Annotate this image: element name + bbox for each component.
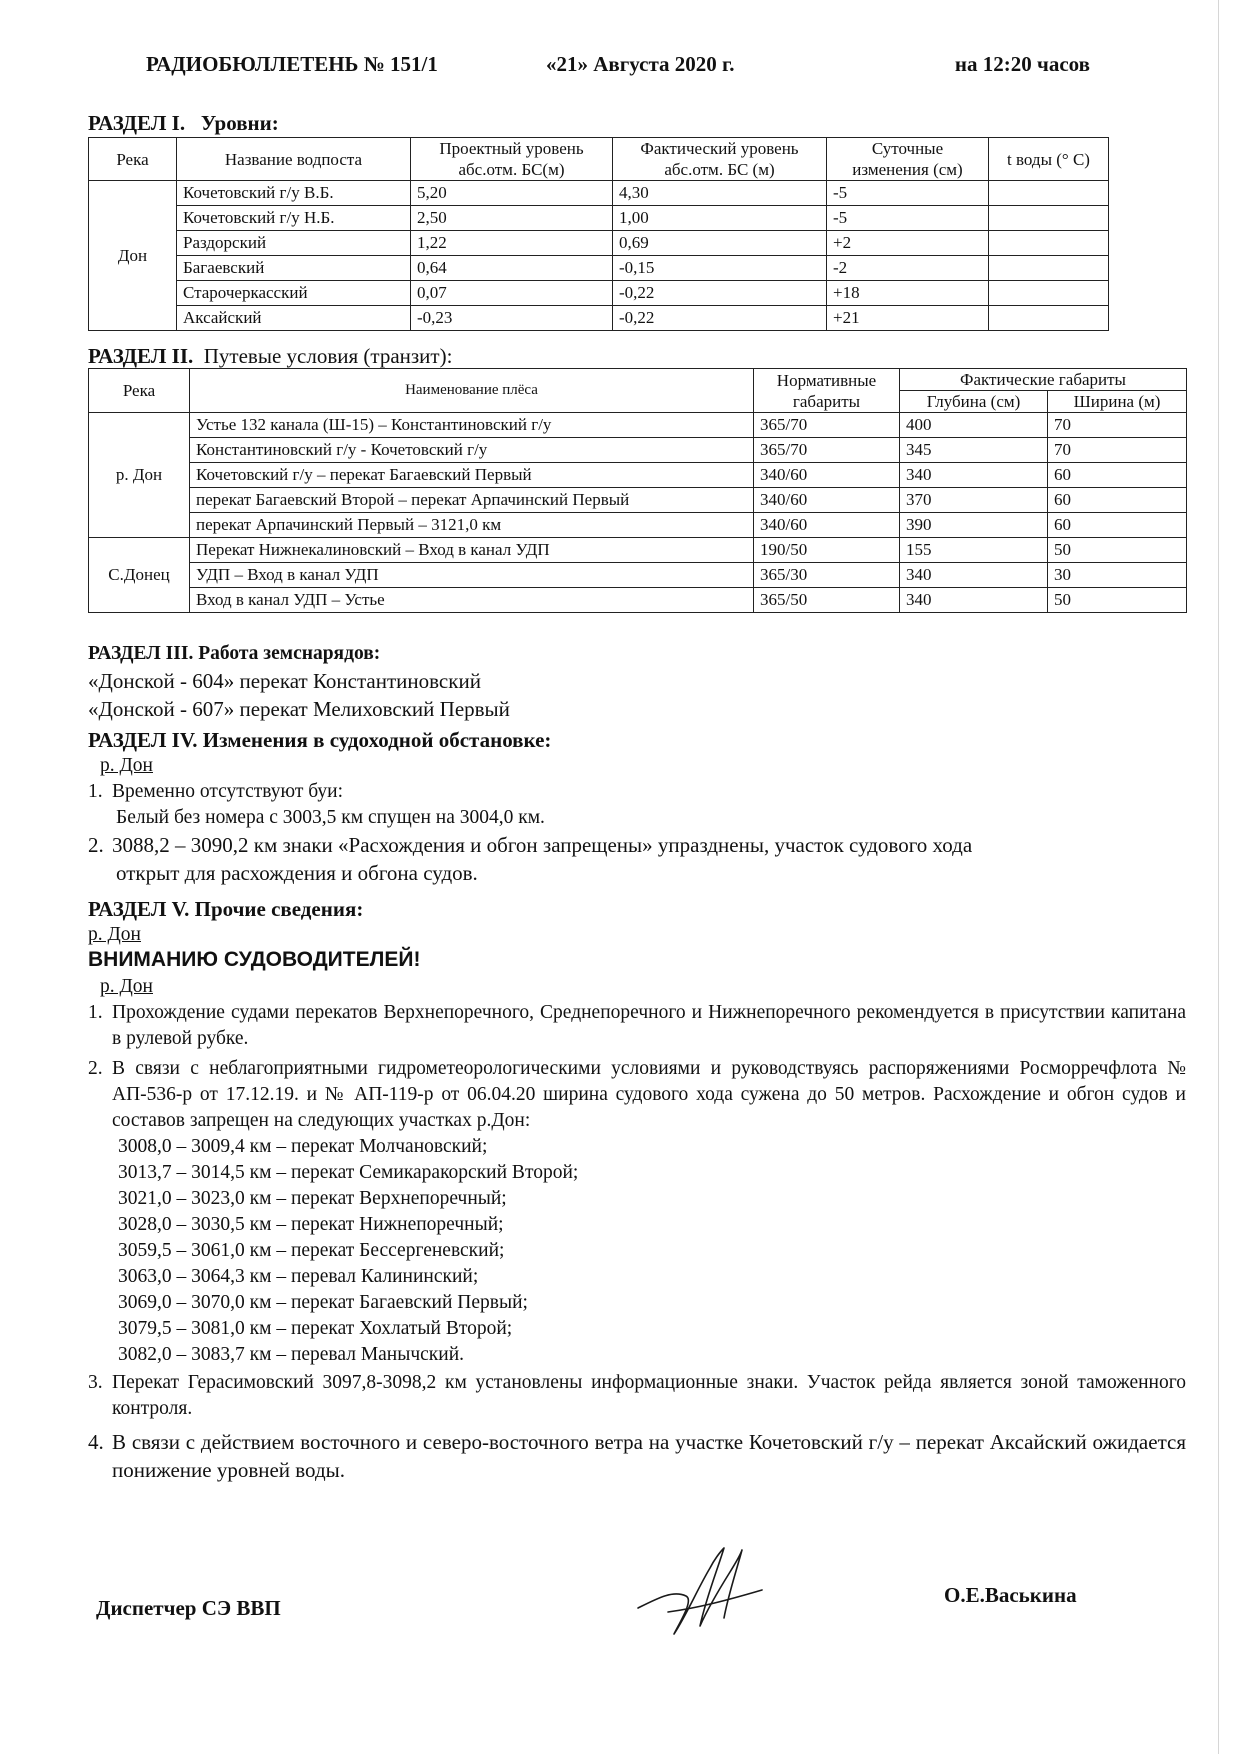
route-table (88, 368, 1187, 613)
attention-item-2-text: В связи с неблагоприятными гидрометеорологическими условиями и руководствуясь распоряжениями Росморречфлота № АП-536-р от 17.12.19. и № АП-119-р от 06.04.20 ширина судового хода сужена до 50 метров. Расхождение и обгон судов и составов запрещен на следующих участках р.Дон: (112, 1058, 1186, 1131)
route-width-cell: 30 (1048, 563, 1187, 588)
levels-header-row (89, 138, 1109, 181)
attention-item-4-text: В связи с действием восточного и северо-восточного ветра на участке Кочетовский г/у – перекат Аксайский ожидается понижение уровней воды. (112, 1430, 1186, 1482)
section1-heading: Уровни: (200, 111, 279, 135)
route-row (89, 563, 1187, 588)
section4-item-2 (88, 831, 1186, 859)
route-river-cell: р. Дон (89, 413, 190, 538)
restricted-segment: 3013,7 – 3014,5 км – перекат Семикаракорский Второй; (118, 1162, 579, 1183)
levels-post-cell: Багаевский (177, 256, 411, 281)
section5-river-wrap (88, 922, 1186, 948)
route-normative-cell: 365/70 (754, 413, 900, 438)
dispatcher-position: Диспетчер СЭ ВВП (96, 1596, 281, 1620)
route-reach-cell: Константиновский г/у - Кочетовский г/у (190, 438, 754, 463)
levels-actual-cell: -0,22 (613, 306, 827, 331)
restricted-segment: 3059,5 – 3061,0 км – перекат Бессергеневский; (118, 1240, 505, 1261)
route-col-width: Ширина (м) (1048, 391, 1187, 413)
route-depth-cell: 370 (900, 488, 1048, 513)
levels-river-cell: Дон (89, 181, 177, 331)
bulletin-number: РАДИОБЮЛЛЕТЕНЬ № 151/1 (146, 52, 438, 76)
levels-col-project: Проектный уровень абс.отм. БС(м) (411, 138, 613, 181)
levels-project-cell: 2,50 (411, 206, 613, 231)
levels-project-cell: 0,07 (411, 281, 613, 306)
levels-project-cell: -0,23 (411, 306, 613, 331)
levels-project-cell: 1,22 (411, 231, 613, 256)
route-col-depth: Глубина (см) (900, 391, 1048, 413)
section5-title: РАЗДЕЛ V. Прочие сведения: (88, 897, 364, 921)
route-reach-cell: Вход в канал УДП – Устье (190, 588, 754, 613)
route-reach-cell: перекат Арпачинский Первый – 3121,0 км (190, 513, 754, 538)
levels-row (89, 306, 1109, 331)
levels-table (88, 137, 1109, 331)
bulletin-date: «21» Августа 2020 г. (546, 52, 735, 76)
route-row (89, 413, 1187, 438)
section4-item-2-text: 3088,2 – 3090,2 км знаки «Расхождения и обгон запрещены» упразднены, участок судового хода (112, 833, 973, 857)
levels-project-cell: 0,64 (411, 256, 613, 281)
section2-label: РАЗДЕЛ II. (88, 344, 194, 368)
attention-item-4 (88, 1428, 1186, 1484)
route-normative-cell: 190/50 (754, 538, 900, 563)
route-depth-cell: 345 (900, 438, 1048, 463)
restricted-segment: 3021,0 – 3023,0 км – перекат Верхнепоречный; (118, 1188, 507, 1209)
attention-title: ВНИМАНИЮ СУДОВОДИТЕЛЕЙ! (88, 948, 421, 971)
section3-title: РАЗДЕЛ III. Работа земснарядов: (88, 643, 381, 664)
route-normative-cell: 365/70 (754, 438, 900, 463)
levels-post-cell: Кочетовский г/у В.Б. (177, 181, 411, 206)
levels-col-temp: t воды (° С) (989, 138, 1109, 181)
attention-item-3-text: Перекат Герасимовский 3097,8-3098,2 км установлены информационные знаки. Участок рейда является зоной таможенного контроля. (112, 1372, 1186, 1419)
route-depth-cell: 155 (900, 538, 1048, 563)
attention-river-wrap (88, 974, 1186, 1000)
section4-item-1-num: 1. (88, 781, 103, 802)
levels-col-post: Название водпоста (177, 138, 411, 181)
section4-river: р. Дон (100, 755, 153, 776)
scan-edge-line (1218, 0, 1219, 1754)
section4-river-wrap (88, 753, 1186, 779)
levels-actual-cell: -0,22 (613, 281, 827, 306)
section4-item-2-cont: открыт для расхождения и обгона судов. (116, 861, 478, 885)
section4-title: РАЗДЕЛ IV. Изменения в судоходной обстановке: (88, 728, 552, 752)
levels-actual-cell: 0,69 (613, 231, 827, 256)
section2-title (88, 344, 452, 369)
levels-temp-cell (989, 306, 1109, 331)
route-width-cell: 70 (1048, 438, 1187, 463)
section4 (88, 727, 1186, 887)
route-normative-cell: 340/60 (754, 488, 900, 513)
route-reach-cell: Перекат Нижнекалиновский – Вход в канал УДП (190, 538, 754, 563)
levels-temp-cell (989, 181, 1109, 206)
levels-change-cell: -5 (827, 181, 989, 206)
route-normative-cell: 340/60 (754, 463, 900, 488)
route-reach-cell: Кочетовский г/у – перекат Багаевский Первый (190, 463, 754, 488)
route-col-actual: Фактические габариты (900, 369, 1187, 391)
route-depth-cell: 340 (900, 463, 1048, 488)
attention-item-2-num: 2. (88, 1058, 103, 1079)
route-col-reach: Наименование плёса (190, 369, 754, 413)
section4-item-2-num: 2. (88, 833, 104, 857)
dredger-line-2: «Донской - 607» перекат Мелиховский Первый (88, 697, 510, 721)
route-normative-cell: 365/50 (754, 588, 900, 613)
attention-item-1-num: 1. (88, 1002, 103, 1023)
route-row (89, 588, 1187, 613)
route-reach-cell: перекат Багаевский Второй – перекат Арпачинский Первый (190, 488, 754, 513)
levels-col-river: Река (89, 138, 177, 181)
route-depth-cell: 340 (900, 588, 1048, 613)
restricted-segment: 3079,5 – 3081,0 км – перекат Хохлатый Второй; (118, 1318, 513, 1339)
levels-table-body (89, 181, 1109, 331)
restricted-segment: 3063,0 – 3064,3 км – перевал Калининский; (118, 1266, 479, 1287)
levels-change-cell: -2 (827, 256, 989, 281)
section4-item-1-text: Временно отсутствуют буи: (112, 781, 344, 802)
route-header-row-1 (89, 369, 1187, 391)
attention-section (88, 946, 1186, 1484)
levels-temp-cell (989, 206, 1109, 231)
levels-post-cell: Аксайский (177, 306, 411, 331)
route-width-cell: 60 (1048, 463, 1187, 488)
restricted-segment: 3008,0 – 3009,4 км – перекат Молчановский; (118, 1136, 488, 1157)
route-depth-cell: 400 (900, 413, 1048, 438)
route-depth-cell: 390 (900, 513, 1048, 538)
route-row (89, 513, 1187, 538)
levels-col-change: Суточные изменения (см) (827, 138, 989, 181)
restricted-segment: 3082,0 – 3083,7 км – перевал Манычский. (118, 1344, 465, 1365)
levels-project-cell: 5,20 (411, 181, 613, 206)
attention-item-2 (88, 1056, 1186, 1134)
route-river-cell: С.Донец (89, 538, 190, 613)
route-width-cell: 60 (1048, 513, 1187, 538)
levels-actual-cell: 1,00 (613, 206, 827, 231)
route-col-river: Река (89, 369, 190, 413)
route-width-cell: 50 (1048, 538, 1187, 563)
levels-change-cell: +2 (827, 231, 989, 256)
attention-item-4-num: 4. (88, 1430, 104, 1454)
restricted-segment: 3069,0 – 3070,0 км – перекат Багаевский Первый; (118, 1292, 528, 1313)
route-reach-cell: УДП – Вход в канал УДП (190, 563, 754, 588)
attention-item-3-num: 3. (88, 1372, 103, 1393)
levels-col-actual: Фактический уровень абс.отм. БС (м) (613, 138, 827, 181)
route-width-cell: 70 (1048, 413, 1187, 438)
section4-item-1-sub: Белый без номера с 3003,5 км спущен на 3004,0 км. (116, 807, 545, 828)
attention-item-3 (88, 1370, 1186, 1422)
attention-river: р. Дон (100, 976, 153, 997)
levels-change-cell: +18 (827, 281, 989, 306)
route-width-cell: 60 (1048, 488, 1187, 513)
route-table-body (89, 413, 1187, 613)
attention-item-1 (88, 1000, 1186, 1052)
restricted-segment: 3028,0 – 3030,5 км – перекат Нижнепоречный; (118, 1214, 504, 1235)
handwritten-signature (628, 1538, 768, 1648)
levels-post-cell: Старочеркасский (177, 281, 411, 306)
section2-heading: Путевые условия (транзит): (203, 344, 453, 368)
route-reach-cell: Устье 132 канала (Ш-15) – Константиновский г/у (190, 413, 754, 438)
restricted-segments-list (88, 1134, 1186, 1368)
section5-river: р. Дон (88, 924, 141, 945)
section3 (88, 641, 1186, 723)
route-row (89, 488, 1187, 513)
route-depth-cell: 340 (900, 563, 1048, 588)
route-normative-cell: 340/60 (754, 513, 900, 538)
attention-item-1-text: Прохождение судами перекатов Верхнепоречного, Среднепоречного и Нижнепоречного рекомендуется в присутствии капитана в рулевой рубке. (112, 1002, 1186, 1049)
levels-change-cell: +21 (827, 306, 989, 331)
section1-title (88, 111, 279, 136)
dispatcher-name: О.Е.Васькина (944, 1583, 1077, 1607)
section1-label: РАЗДЕЛ I. (88, 111, 186, 135)
levels-post-cell: Раздорский (177, 231, 411, 256)
levels-row (89, 256, 1109, 281)
levels-temp-cell (989, 281, 1109, 306)
levels-row (89, 231, 1109, 256)
levels-row (89, 281, 1109, 306)
dredger-line-1: «Донской - 604» перекат Константиновский (88, 669, 481, 693)
levels-row (89, 206, 1109, 231)
section5 (88, 896, 1186, 948)
levels-row (89, 181, 1109, 206)
levels-actual-cell: -0,15 (613, 256, 827, 281)
route-col-normative: Нормативные габариты (754, 369, 900, 413)
bulletin-header (146, 52, 1090, 82)
route-row (89, 463, 1187, 488)
route-row (89, 438, 1187, 463)
levels-post-cell: Кочетовский г/у Н.Б. (177, 206, 411, 231)
route-normative-cell: 365/30 (754, 563, 900, 588)
levels-temp-cell (989, 231, 1109, 256)
levels-change-cell: -5 (827, 206, 989, 231)
levels-actual-cell: 4,30 (613, 181, 827, 206)
bulletin-time: на 12:20 часов (954, 52, 1090, 76)
route-width-cell: 50 (1048, 588, 1187, 613)
section4-item-1 (88, 779, 1186, 805)
route-row (89, 538, 1187, 563)
levels-temp-cell (989, 256, 1109, 281)
